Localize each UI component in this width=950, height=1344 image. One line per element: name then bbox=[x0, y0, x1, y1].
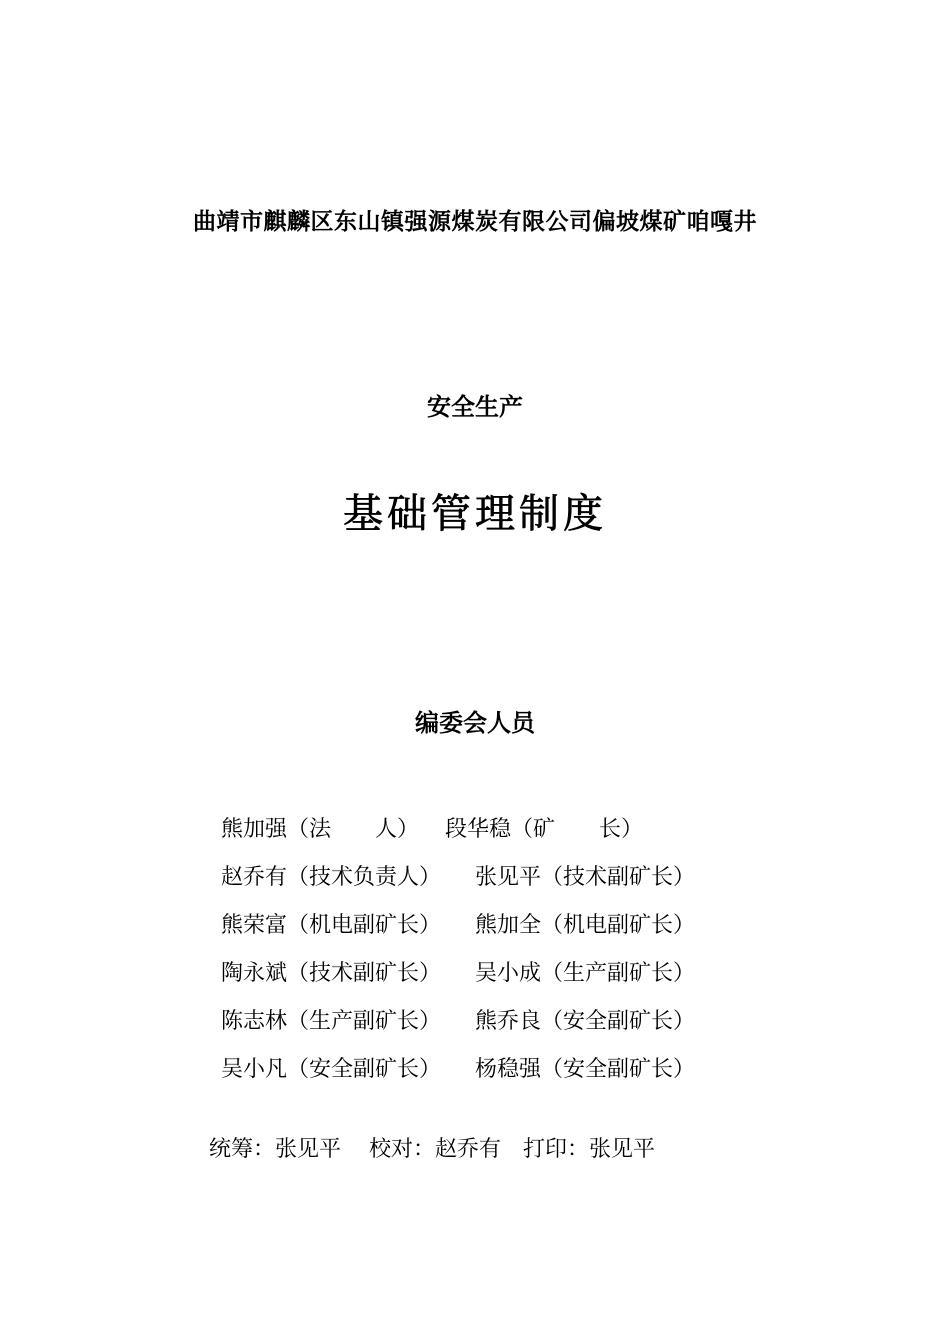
member-entry bbox=[445, 817, 643, 842]
member-entry: 吴小凡（安全副矿长） bbox=[221, 1057, 442, 1082]
member-entry: 张见平（技术副矿长） bbox=[475, 865, 696, 890]
member-entry: 吴小成（生产副矿长） bbox=[475, 961, 696, 986]
member-row bbox=[221, 950, 695, 998]
member-entry: 熊荣富（机电副矿长） bbox=[221, 913, 442, 938]
member-entry: 陈志林（生产副矿长） bbox=[221, 1009, 442, 1034]
member-row bbox=[221, 998, 695, 1046]
committee-heading: 编委会人员 bbox=[415, 709, 535, 737]
document-title: 基础管理制度 bbox=[343, 491, 607, 537]
member-role: 长） bbox=[599, 817, 644, 842]
member-row bbox=[221, 1046, 695, 1094]
member-role: （矿 bbox=[511, 817, 556, 842]
proofreader-credit: 校对：赵乔有 bbox=[369, 1137, 502, 1162]
document-subtitle: 安全生产 bbox=[427, 393, 523, 421]
company-name: 曲靖市麒麟区东山镇强源煤炭有限公司偏坡煤矿咱嘎井 bbox=[193, 209, 757, 235]
member-name: 段华稳 bbox=[445, 817, 512, 842]
member-row bbox=[221, 806, 695, 854]
member-entry: 赵乔有（技术负责人） bbox=[221, 865, 442, 890]
member-role: 人） bbox=[375, 817, 420, 842]
committee-member-list bbox=[221, 806, 695, 1094]
coordinator-credit: 统筹：张见平 bbox=[209, 1137, 342, 1162]
member-role: （法 bbox=[287, 817, 332, 842]
member-entry: 陶永斌（技术副矿长） bbox=[221, 961, 442, 986]
printer-credit: 打印：张见平 bbox=[523, 1137, 656, 1162]
member-name: 熊加强 bbox=[221, 817, 288, 842]
member-entry: 熊乔良（安全副矿长） bbox=[475, 1009, 696, 1034]
member-entry: 杨稳强（安全副矿长） bbox=[475, 1057, 696, 1082]
member-row bbox=[221, 854, 695, 902]
member-entry: 熊加全（机电副矿长） bbox=[475, 913, 696, 938]
credits-line bbox=[209, 1132, 655, 1163]
member-entry bbox=[221, 806, 445, 854]
member-row bbox=[221, 902, 695, 950]
